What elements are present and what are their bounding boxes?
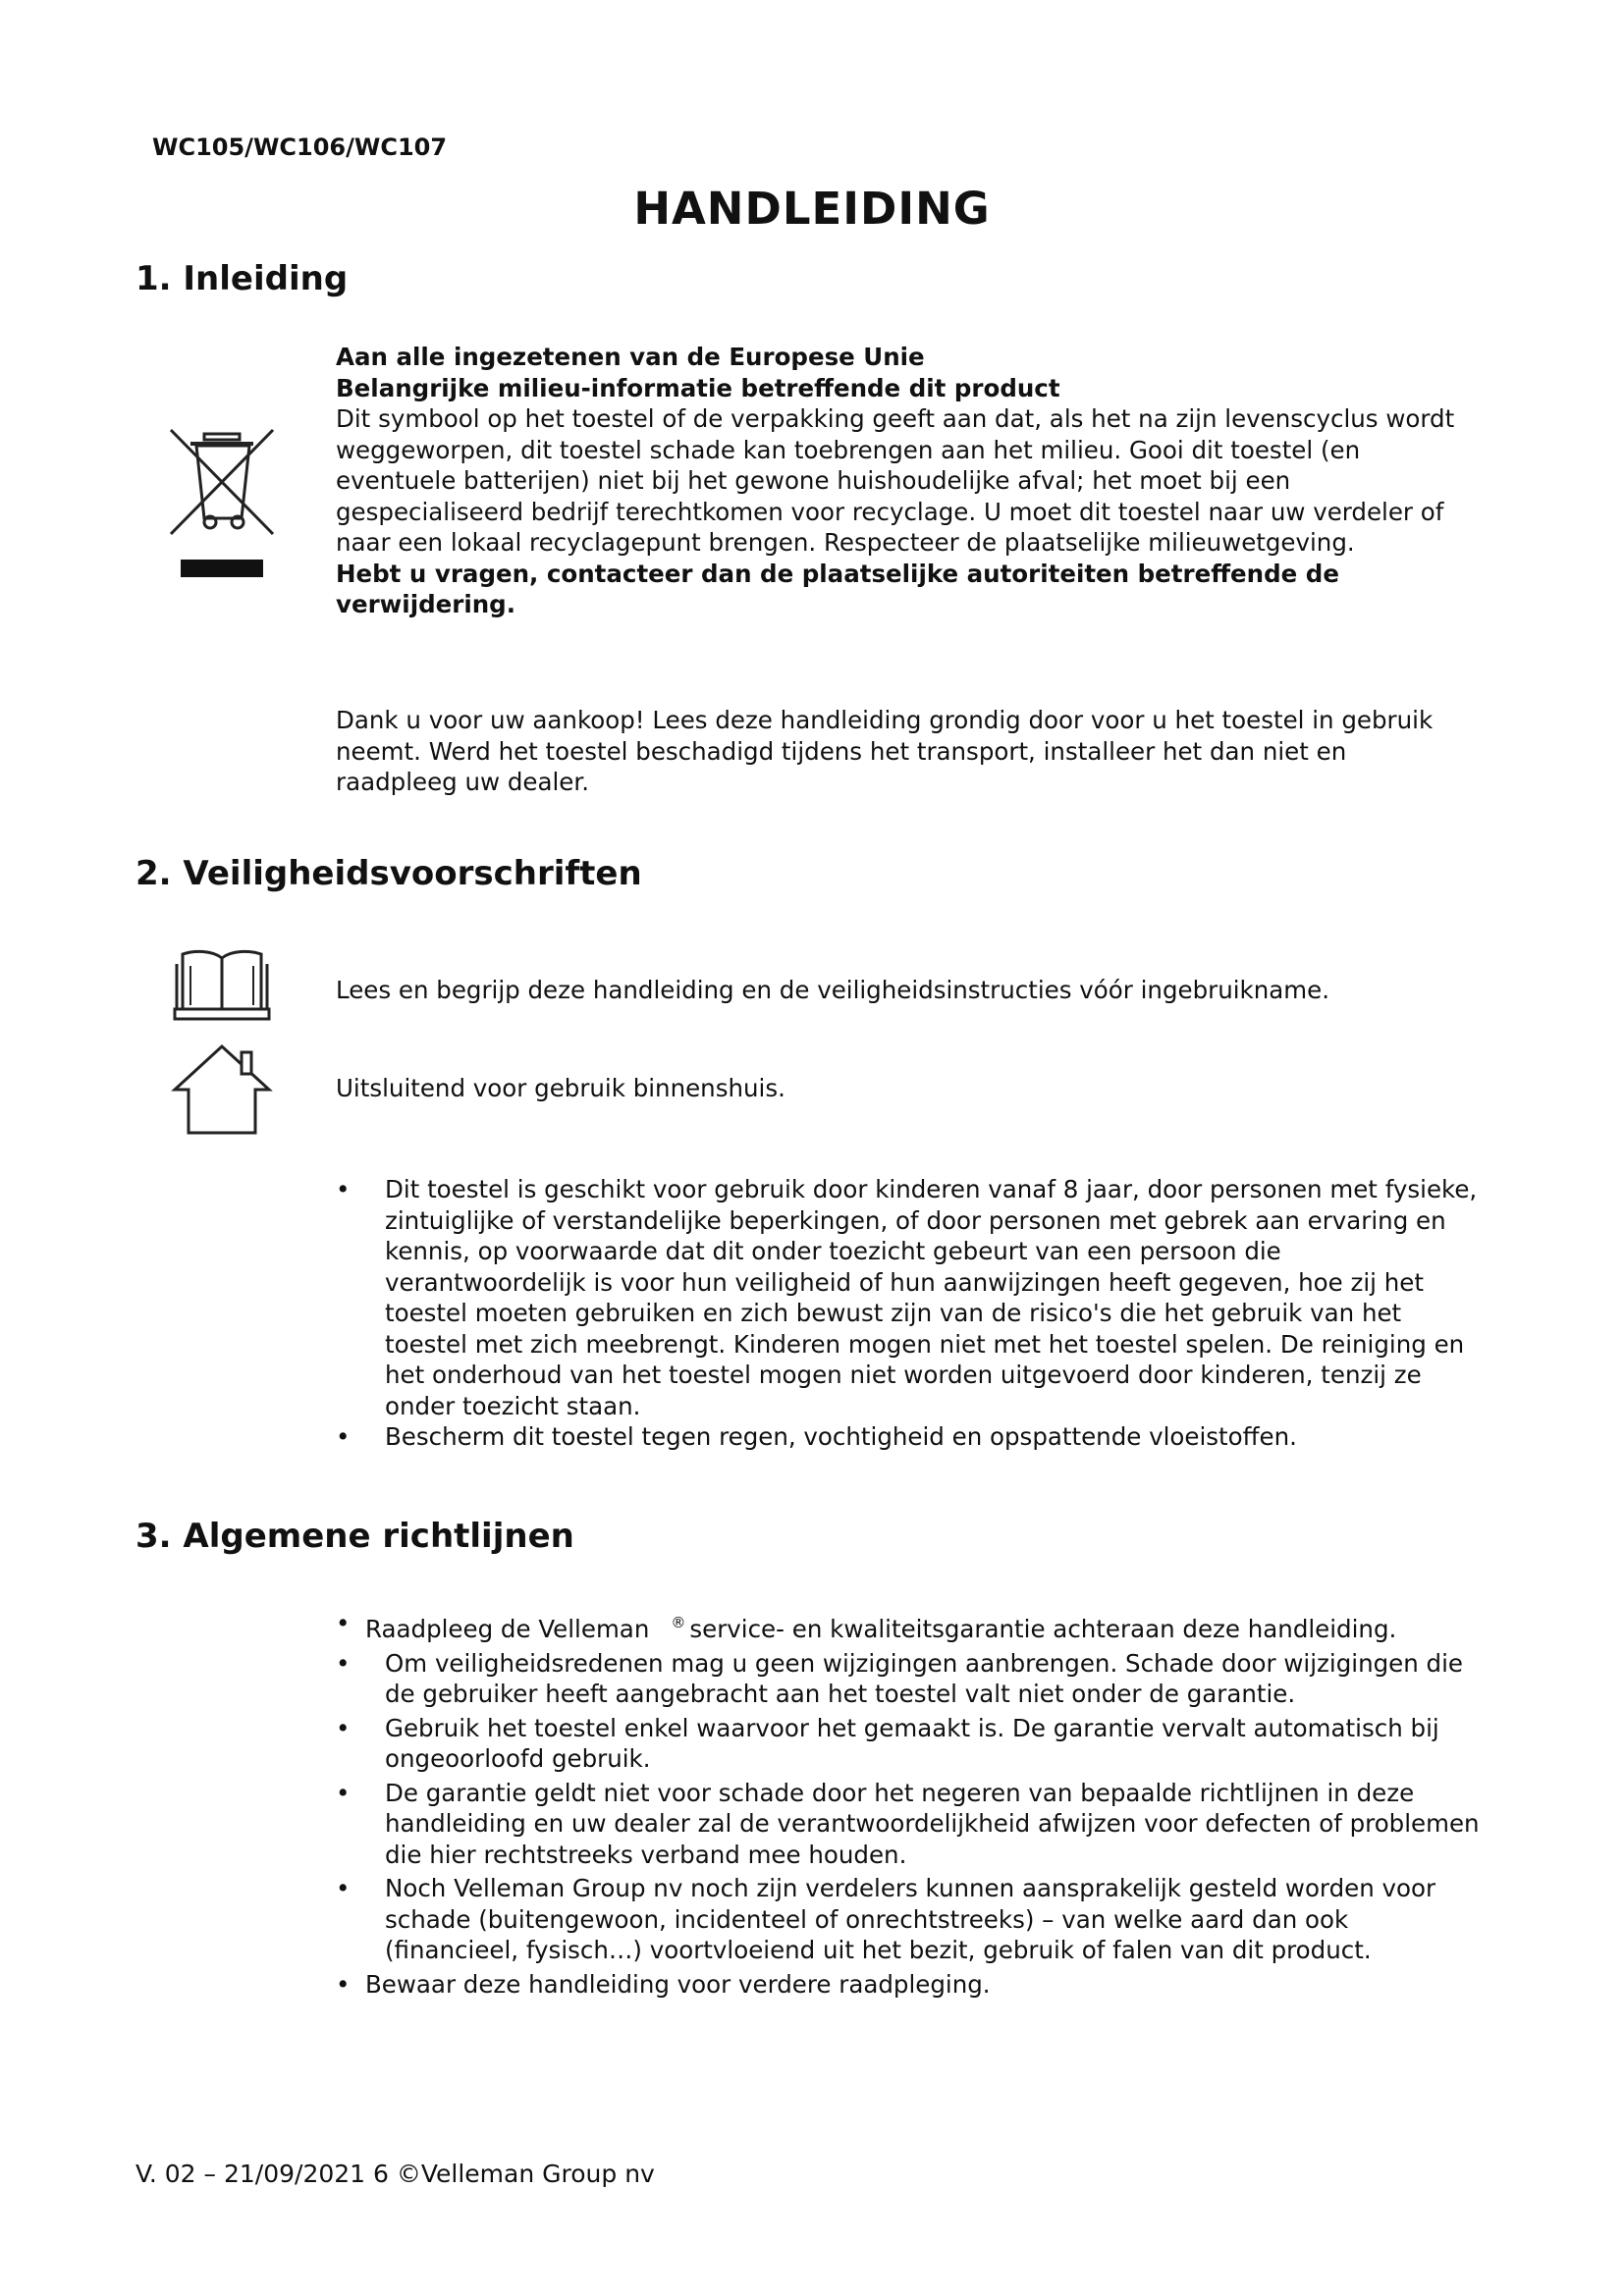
thanks-paragraph: Dank u voor uw aankoop! Lees deze handleiding grondig door voor u het toestel in gebruik neemt. Werd het toestel beschadigd tijdens het transport, installeer het dan niet en raadpleeg uw dealer. [336, 706, 1434, 796]
bullet-icon: • [336, 1874, 351, 1902]
list-item: • Bewaar deze handleiding voor verdere raadpleging. [336, 1969, 991, 1999]
page-footer: V. 02 – 21/09/2021 6 ©Velleman Group nv [135, 2160, 655, 2188]
list-item: • Bescherm dit toestel tegen regen, vochtigheid en opspattende vloeistoffen. [336, 1422, 1297, 1451]
section-heading-inleiding: 1. Inleiding [135, 259, 349, 298]
safety-bullet-list [336, 1174, 1489, 1453]
bullet-icon: • [336, 1969, 351, 1999]
list-item: • Raadpleeg de Velleman ® service- en kwaliteitsgarantie achteraan deze handleiding. [336, 1609, 1397, 1643]
bullet-icon: • [336, 1778, 351, 1807]
registered-mark: ® [671, 1614, 686, 1631]
environment-info [336, 342, 1475, 620]
bullet-icon: • [336, 1648, 351, 1678]
guidelines-bullet-list [336, 1608, 1489, 2002]
indoor-use-text: Uitsluitend voor gebruik binnenshuis. [336, 1074, 785, 1102]
list-item: • Noch Velleman Group nv noch zijn verdelers kunnen aansprakelijk gesteld worden voor schade (buitengewoon, incidenteel of onrechtstreeks) – van welke aard dan ook (financieel, fysisch…) voortvloeiend uit het bezit, gebruik of falen van dit product. [336, 1874, 1436, 1964]
manual-book-icon [173, 946, 271, 1023]
weee-bin-icon [165, 424, 279, 583]
bullet-icon: • [336, 1422, 351, 1451]
read-manual-text: Lees en begrijp deze handleiding en de veiligheidsinstructies vóór ingebruikname. [336, 976, 1329, 1004]
bullet-icon: • [336, 1175, 351, 1203]
section-heading-richtlijnen: 3. Algemene richtlijnen [135, 1517, 574, 1556]
model-number: WC105/WC106/WC107 [152, 133, 448, 161]
list-item: • Dit toestel is geschikt voor gebruik door kinderen vanaf 8 jaar, door personen met fysieke, zintuiglijke of verstandelijke beperkingen, of door personen met gebrek aan ervaring en kennis, op voorwaarde dat dit onder toezicht gebeurt van een persoon die verantwoordelijk is voor hun veiligheid of hun aanwijzingen heeft gegeven, hoe zij het toestel moeten gebruiken en zich bewust zijn van de risico's die het gebruik van het toestel met zich meebrengt. Kinderen mogen niet met het toestel spelen. De reiniging en het onderhoud van het toestel mogen niet worden uitgevoerd door kinderen, tenzij ze onder toezicht staan. [336, 1175, 1478, 1420]
list-item: • De garantie geldt niet voor schade door het negeren van bepaalde richtlijnen in deze handleiding en uw dealer zal de verantwoordelijkheid afwijzen voor defecten of problemen die hier rechtstreeks verband mee houden. [336, 1778, 1480, 1869]
bullet-icon: • [336, 1609, 351, 1637]
page-title: HANDLEIDING [633, 183, 991, 235]
env-heading-important: Belangrijke milieu-informatie betreffende dit product [336, 373, 1060, 402]
list-item: • Gebruik het toestel enkel waarvoor het gemaakt is. De garantie vervalt automatisch bij ongeoorloofd gebruik. [336, 1713, 1439, 1773]
env-contact-text: Hebt u vragen, contacteer dan de plaatselijke autoriteiten betreffende de verwijdering. [336, 559, 1339, 618]
section-heading-veiligheid: 2. Veiligheidsvoorschriften [135, 854, 642, 893]
list-item: • Om veiligheidsredenen mag u geen wijzigingen aanbrengen. Schade door wijzigingen die de gebruiker heeft aangebracht aan het toestel valt niet onder de garantie. [336, 1648, 1463, 1708]
env-heading-eu: Aan alle ingezetenen van de Europese Unie [336, 343, 925, 371]
indoor-house-icon [171, 1042, 273, 1137]
bullet-icon: • [336, 1713, 351, 1742]
env-text: Dit symbool op het toestel of de verpakking geeft aan dat, als het na zijn levenscyclus wordt weggeworpen, dit toestel schade kan toebrengen aan het milieu. Gooi dit toestel (en eventuele batterijen) niet bij het gewone huishoudelijke afval; het moet bij een gespecialiseerd bedrijf terechtkomen voor recyclage. U moet dit toestel naar uw verdeler of naar een lokaal recyclagepunt brengen. Respecteer de plaatselijke milieuwetgeving. [336, 404, 1455, 557]
